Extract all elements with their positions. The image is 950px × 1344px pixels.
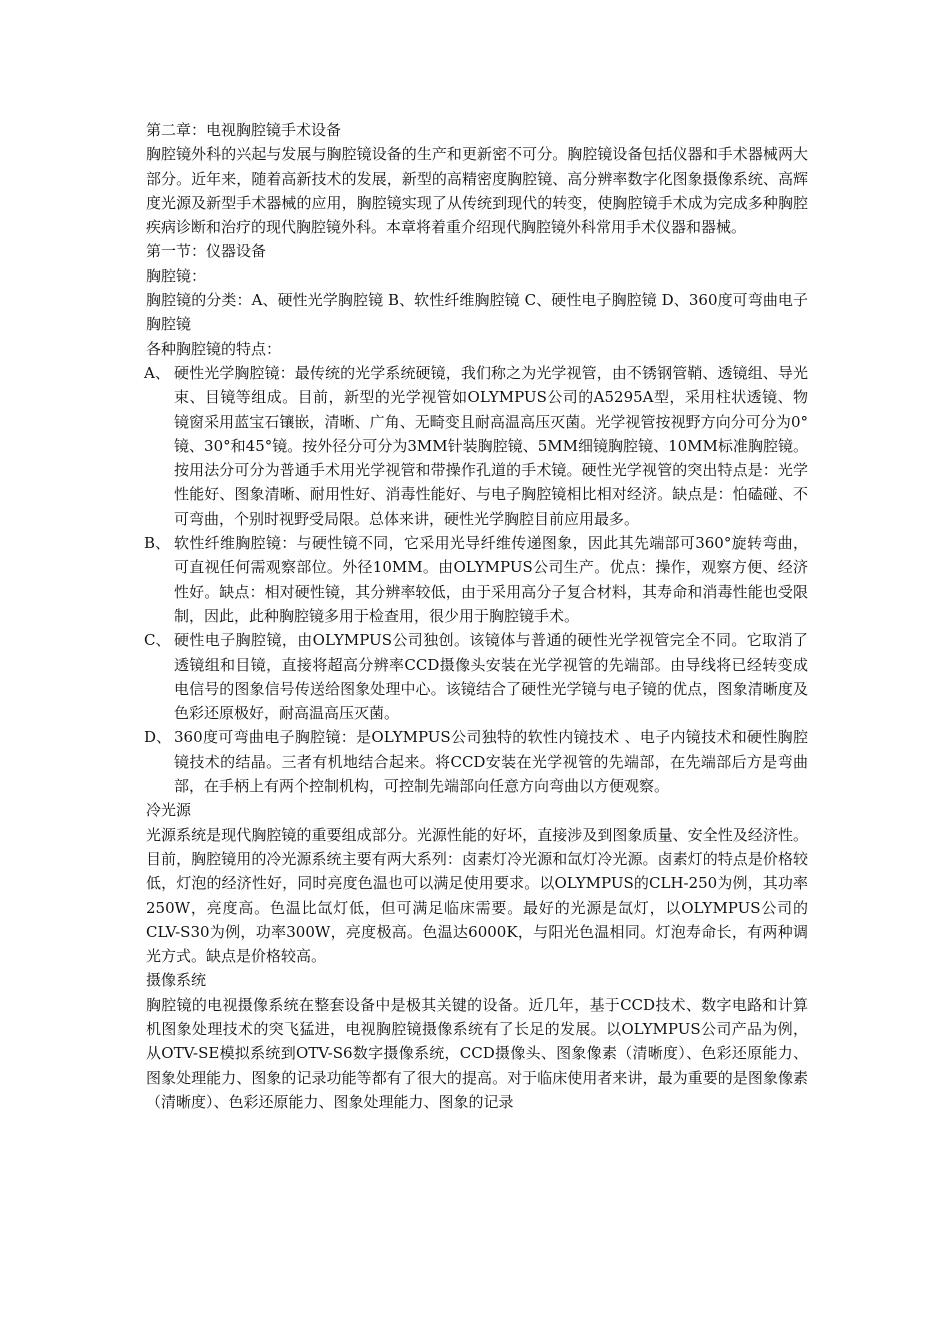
features-heading: 各种胸腔镜的特点： xyxy=(146,339,282,358)
light-source-heading: 冷光源 xyxy=(146,801,192,820)
list-item-text: 硬性光学胸腔镜：最传统的光学系统硬镜，我们称之为光学视管，由不锈钢管鞘、透镜组、导光束、目镜等组成。目前，新型的光学视管如OLYMPUS公司的A5295A型，采用柱状透镜、物镜窗采用蓝宝石镶嵌，清晰、广角、无畸变且耐高温高压灭菌。光学视管按视野方向分可分为0°镜、30°和45°镜。按外径分可分为3MM针装胸腔镜、5MM细镜胸腔镜、10MM标准胸腔镜。按用法分可分为普通手术用光学视管和带操作孔道的手术镜。硬性光学视管的突出特点是：光学性能好、图象清晰、耐用性好、消毒性能好、与电子胸腔镜相比相对经济。缺点是：怕磕碰、不可弯曲，个别时视野受局限。总体来讲，硬性光学胸腔目前应用最多。 xyxy=(174,363,808,528)
thoracoscope-heading: 胸腔镜： xyxy=(146,266,207,285)
document-page xyxy=(146,118,808,1114)
list-item xyxy=(146,725,808,798)
list-item xyxy=(146,361,808,531)
list-marker: D、 xyxy=(144,728,172,747)
list-marker: B、 xyxy=(144,534,171,553)
camera-system-heading: 摄像系统 xyxy=(146,971,207,990)
list-item xyxy=(146,628,808,725)
camera-system-paragraph: 胸腔镜的电视摄像系统在整套设备中是极其关键的设备。近几年，基于CCD技术、数字电路和计算机图象处理技术的突飞猛进，电视胸腔镜摄像系统有了长足的发展。以OLYMPUS公司产品为例，从OTV-SE模拟系统到OTV-S6数字摄像系统，CCD摄像头、图象像素（清晰度）、色彩还原能力、图象处理能力、图象的记录功能等都有了很大的提高。对于临床使用者来讲，最为重要的是图象像素（清晰度）、色彩还原能力、图象处理能力、图象的记录 xyxy=(146,995,808,1111)
list-marker: C、 xyxy=(144,631,171,650)
list-item-text: 360度可弯曲电子胸腔镜：是OLYMPUS公司独特的软性内镜技术 、电子内镜技术和硬性胸腔镜技术的结晶。三者有机地结合起来。将CCD安装在光学视管的先端部，在先端部后方是弯曲部，在手柄上有两个控制机构，可控制先端部向任意方向弯曲以方便观察。 xyxy=(174,728,808,796)
intro-paragraph: 胸腔镜外科的兴起与发展与胸腔镜设备的生产和更新密不可分。胸腔镜设备包括仪器和手术器械两大部分。近年来，随着高新技术的发展，新型的高精密度胸腔镜、高分辨率数字化图象摄像系统、高辉度光源及新型手术器械的应用，胸腔镜实现了从传统到现代的转变，使胸腔镜手术成为完成多种胸腔疾病诊断和治疗的现代胸腔镜外科。本章将着重介绍现代胸腔镜外科常用手术仪器和器械。 xyxy=(146,145,808,237)
list-item-text: 软性纤维胸腔镜：与硬性镜不同，它采用光导纤维传递图象，因此其先端部可360°旋转弯曲，可直视任何需观察部位。外径10MM。由OLYMPUS公司生产。优点：操作，观察方便、经济性好。缺点：相对硬性镜，其分辨率较低，由于采用高分子复合材料，其寿命和消毒性能也受限制，因此，此种胸腔镜多用于检查用，很少用于胸腔镜手术。 xyxy=(174,534,808,625)
chapter-title: 第二章：电视胸腔镜手术设备 xyxy=(146,121,342,139)
list-item xyxy=(146,531,808,628)
list-marker: A、 xyxy=(144,363,170,382)
section-title: 第一节：仪器设备 xyxy=(146,242,267,261)
light-source-paragraph: 光源系统是现代胸腔镜的重要组成部分。光源性能的好坏，直接涉及到图象质量、安全性及经济性。目前，胸腔镜用的冷光源系统主要有两大系列：卤素灯冷光源和氙灯冷光源。卤素灯的特点是价格较低，灯泡的经济性好，同时亮度色温也可以满足使用要求。以OLYMPUS的CLH-250为例，其功率250W，亮度高。色温比氙灯低，但可满足临床需要。最好的光源是氙灯，以OLYMPUS公司的CLV-S30为例，功率300W，亮度极高。色温达6000K，与阳光色温相同。灯泡寿命长，有两种调光方式。缺点是价格较高。 xyxy=(146,825,808,966)
classification-paragraph: 胸腔镜的分类：A、硬性光学胸腔镜 B、软性纤维胸腔镜 C、硬性电子胸腔镜 D、360度可弯曲电子胸腔镜 xyxy=(146,291,808,334)
list-item-text: 硬性电子胸腔镜，由OLYMPUS公司独创。该镜体与普通的硬性光学视管完全不同。它取消了透镜组和目镜，直接将超高分辨率CCD摄像头安装在光学视管的先端部。由导线将已经转变成电信号的图象信号传送给图象处理中心。该镜结合了硬性光学镜与电子镜的优点，图象清晰度及色彩还原极好，耐高温高压灭菌。 xyxy=(174,631,808,723)
